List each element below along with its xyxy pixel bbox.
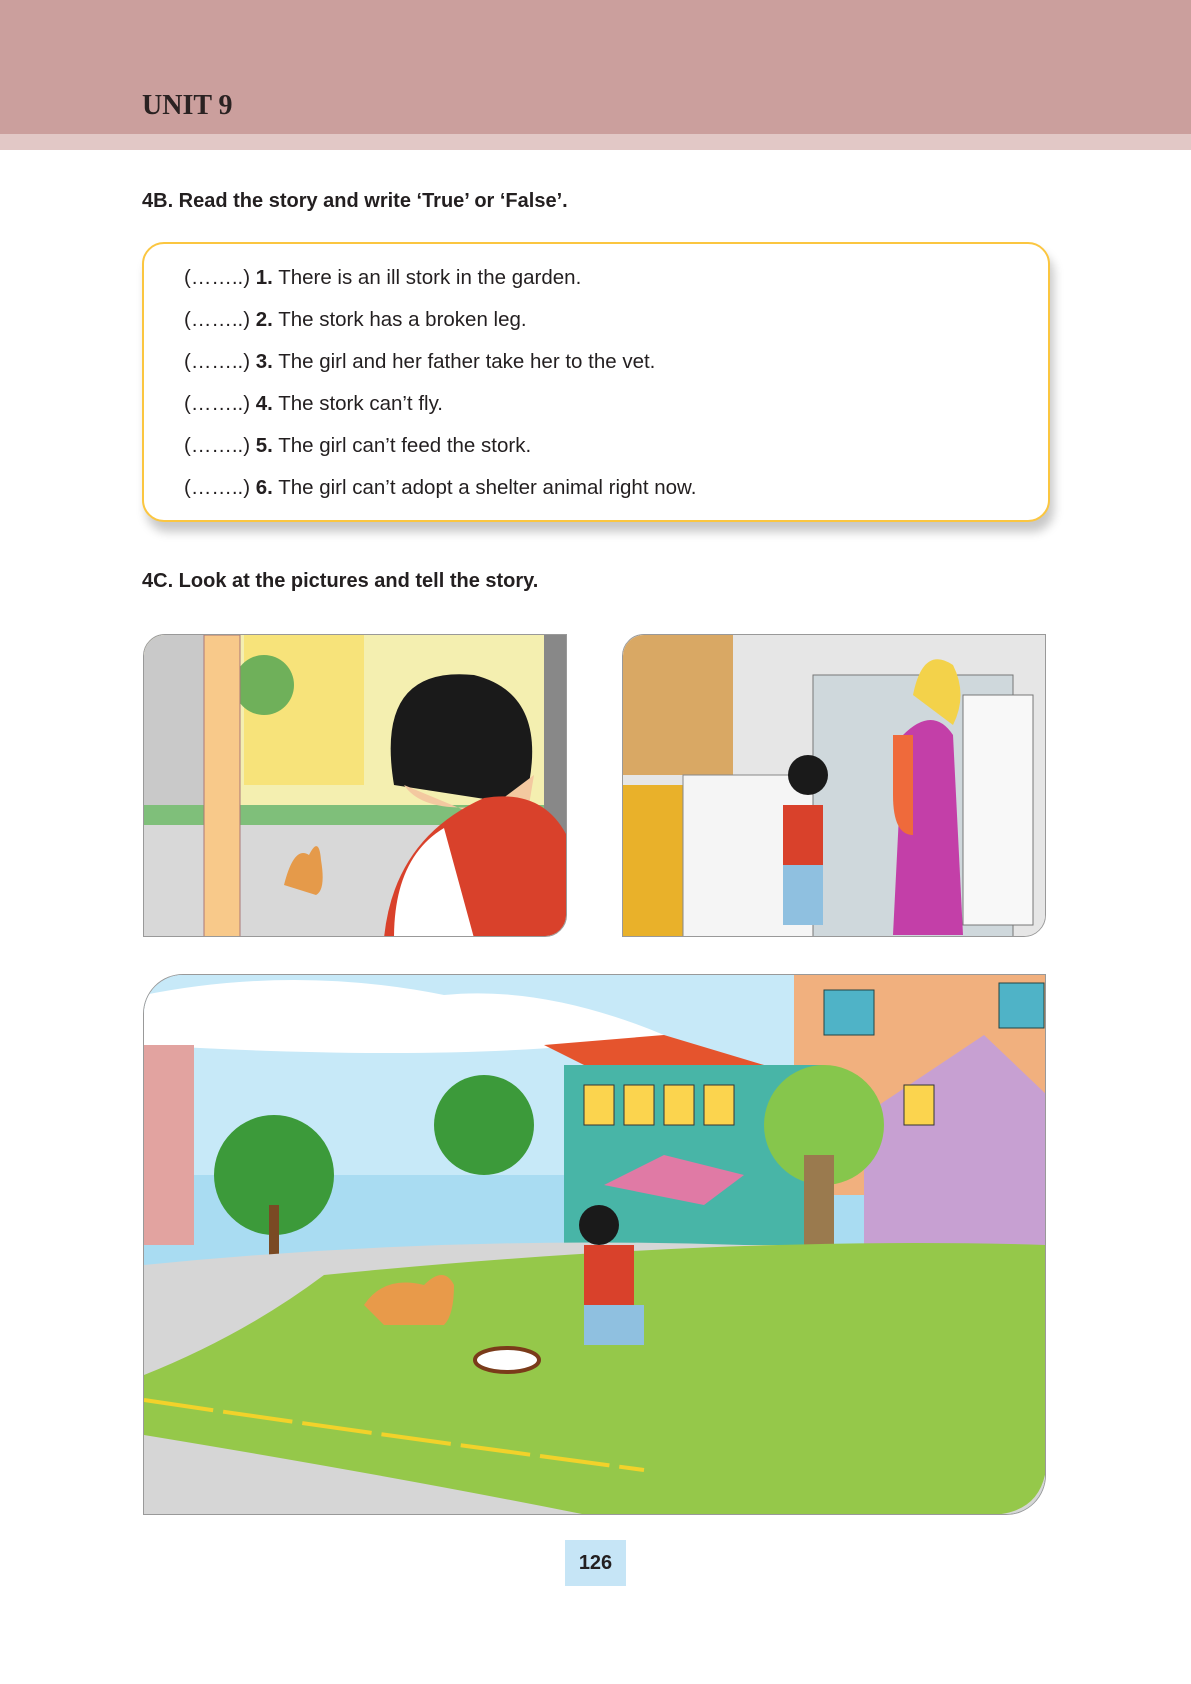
answer-blank[interactable]: (……..) bbox=[184, 392, 251, 415]
answer-blank[interactable]: (……..) bbox=[184, 476, 251, 499]
item-text: The girl can’t adopt a shelter animal right now. bbox=[278, 476, 697, 499]
list-item bbox=[184, 350, 655, 374]
item-number: 2. bbox=[255, 308, 273, 331]
item-text: The stork can’t fly. bbox=[278, 392, 443, 415]
item-text: There is an ill stork in the garden. bbox=[278, 266, 582, 289]
answer-blank[interactable]: (……..) bbox=[184, 350, 251, 373]
unit-title: UNIT 9 bbox=[142, 90, 233, 121]
item-text: The girl can’t feed the stork. bbox=[278, 434, 532, 457]
page-number: 126 bbox=[565, 1540, 626, 1586]
list-item bbox=[184, 434, 531, 458]
item-number: 4. bbox=[255, 392, 273, 415]
item-number: 3. bbox=[255, 350, 273, 373]
picture-boy-at-window bbox=[143, 634, 567, 937]
item-number: 5. bbox=[255, 434, 273, 457]
item-text: The stork has a broken leg. bbox=[278, 308, 527, 331]
header-stripe bbox=[0, 134, 1191, 150]
answer-blank[interactable]: (……..) bbox=[184, 308, 251, 331]
list-item bbox=[184, 392, 443, 416]
true-false-box bbox=[142, 242, 1050, 522]
exercise-4b-title: 4B. Read the story and write ‘True’ or ‘False’. bbox=[142, 190, 568, 212]
answer-blank[interactable]: (……..) bbox=[184, 434, 251, 457]
list-item bbox=[184, 476, 696, 500]
list-item bbox=[184, 308, 527, 332]
item-number: 1. bbox=[255, 266, 273, 289]
answer-blank[interactable]: (……..) bbox=[184, 266, 251, 289]
picture-feeding-cat bbox=[143, 974, 1046, 1515]
item-text: The girl and her father take her to the vet. bbox=[278, 350, 656, 373]
item-number: 6. bbox=[255, 476, 273, 499]
exercise-4c-title: 4C. Look at the pictures and tell the story. bbox=[142, 570, 539, 592]
picture-kitchen bbox=[622, 634, 1046, 937]
list-item bbox=[184, 266, 581, 290]
